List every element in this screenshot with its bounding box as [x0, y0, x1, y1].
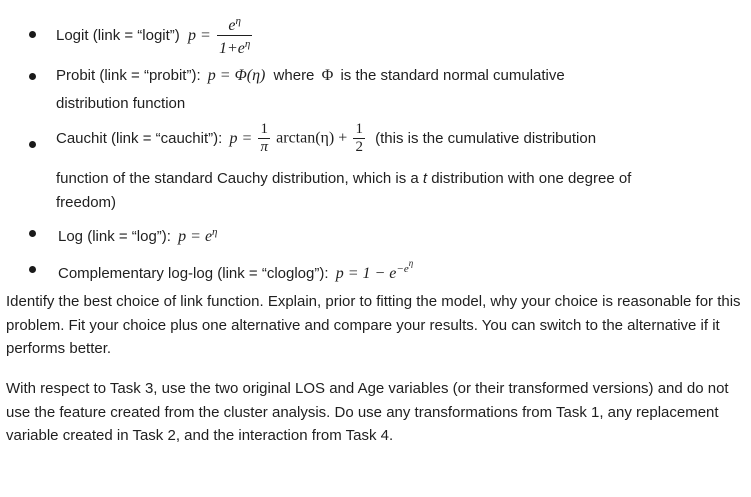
probit-desc1: is the standard normal cumulative	[340, 67, 565, 84]
logit-den: 1+e	[218, 40, 245, 57]
log-line	[58, 223, 218, 246]
cauchit-line-1	[56, 121, 596, 156]
logit-den-eta: η	[244, 38, 251, 50]
cauchit-frac2-num: 1	[355, 121, 363, 137]
bullet-logit	[29, 31, 36, 38]
cauchit-arctan: arctan(η) +	[276, 129, 348, 147]
bullet-cauchit	[29, 141, 36, 148]
probit-line-2	[56, 95, 185, 113]
cauchit-desc-t: t	[422, 170, 428, 187]
probit-formula: p = Φ(η)	[207, 67, 266, 84]
logit-num-e: e	[228, 17, 236, 34]
cauchit-p-eq: p =	[229, 129, 253, 147]
cauchit-frac1-num: 1	[260, 121, 268, 137]
cloglog-line	[58, 260, 413, 283]
logit-p-eq: p =	[187, 26, 211, 44]
cloglog-label: Complementary log-log (link = “cloglog”):	[58, 265, 329, 282]
logit-label: Logit (link = “logit”)	[56, 27, 180, 44]
log-formula: p = e	[178, 228, 213, 245]
logit-fraction	[217, 13, 252, 58]
cauchit-line-2	[56, 170, 631, 188]
probit-desc2: distribution function	[56, 95, 186, 112]
bullet-probit	[29, 73, 36, 80]
cauchit-line-3	[56, 194, 116, 212]
paragraph-link-choice: Identify the best choice of link function. Explain, prior to fitting the model, why your choice is reasonable for this problem. Fit your choice plus one alternative and compare your results. You can switch to the alternative if it performs better.	[6, 293, 741, 357]
cauchit-desc-line2-a: function of the standard Cauchy distribution, which is a	[56, 170, 419, 187]
probit-where: where	[273, 67, 315, 84]
cauchit-fraction-1	[258, 121, 270, 156]
probit-label: Probit (link = “probit”):	[56, 67, 201, 84]
bullet-cloglog	[29, 266, 36, 273]
cauchit-label: Cauchit (link = “cauchit”):	[56, 130, 223, 147]
cauchit-desc-line3: freedom)	[56, 194, 117, 211]
cauchit-fraction-2	[353, 121, 365, 156]
cauchit-frac2-den: 2	[355, 139, 363, 155]
cloglog-formula: p = 1 − e	[335, 265, 397, 282]
logit-num-eta: η	[235, 15, 241, 27]
cauchit-desc-start: (this is the cumulative distribution	[375, 130, 597, 147]
log-label: Log (link = “log”):	[58, 228, 171, 245]
paragraph-task-instructions: With respect to Task 3, use the two original LOS and Age variables (or their transformed versions) and do not use the feature created from the cluster analysis. Do use any transformations from Task 1, any replacement variable created in Task 2, and the interaction from Task 4.	[6, 380, 729, 444]
log-eta: η	[212, 226, 218, 238]
probit-line-1	[56, 67, 565, 85]
cauchit-desc-line2-b: distribution with one degree of	[431, 170, 632, 187]
bullet-log	[29, 230, 36, 237]
probit-phi: Φ	[321, 67, 334, 84]
cloglog-exp1: −e	[396, 263, 409, 275]
cauchit-frac1-den: π	[260, 139, 268, 155]
cloglog-exp2: η	[408, 258, 414, 268]
logit-line	[56, 13, 254, 58]
